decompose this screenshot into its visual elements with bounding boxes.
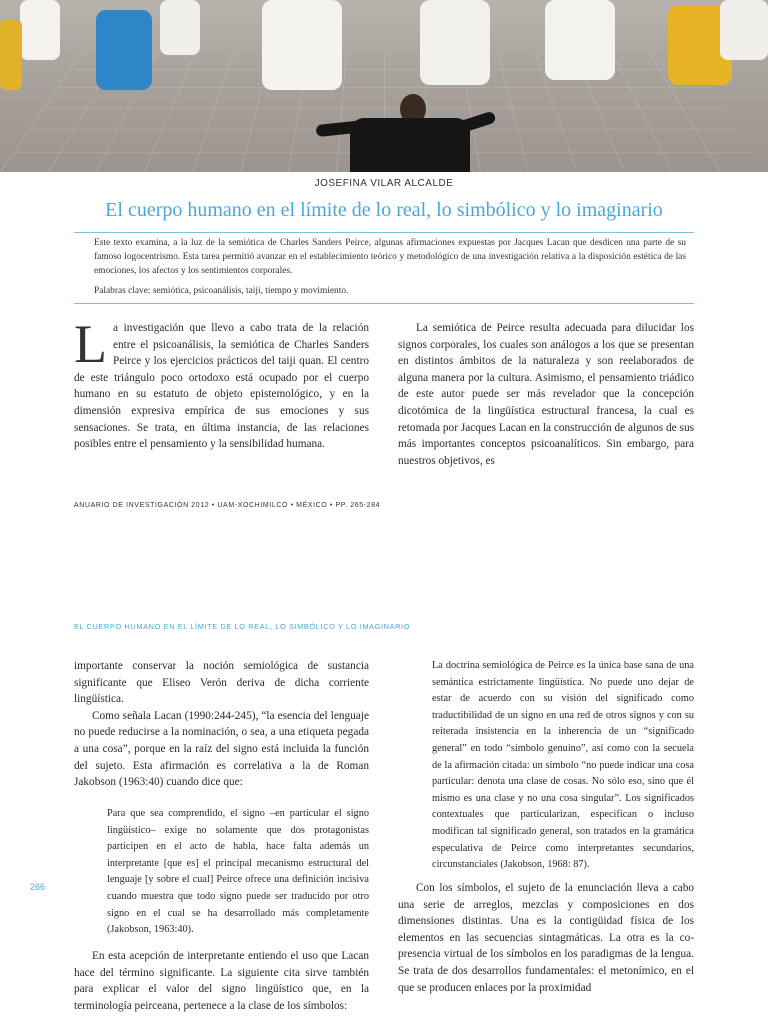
header-photo	[0, 0, 768, 172]
figure-white	[262, 0, 342, 90]
journal-footer: ANUARIO DE INVESTIGACIÓN 2012 • UAM-XOCHIMILCO • MÉXICO • PP. 265-284	[74, 502, 381, 509]
figure-white	[720, 0, 768, 60]
page2-column-left-lower	[74, 948, 369, 1014]
article-title: El cuerpo humano en el límite de lo real, lo simbólico y lo imaginario	[105, 199, 663, 221]
page2-paragraph: Con los símbolos, el sujeto de la enunciación lleva a cabo una serie de arreglos, mezclas y composiciones en dos dimensiones distintas. Una es la contigüidad física de los elementos en las secuencias sintagmáticas. La otra es la co-presencia virtual de los símbolos en los paradigmas de la lengua. Se trata de dos desarrollos fundamentales: el metonímico, en el que se producen enlaces por la proximidad	[398, 882, 694, 994]
figure-white	[160, 0, 200, 55]
running-head: EL CUERPO HUMANO EN EL LÍMITE DE LO REAL, LO SIMBÓLICO Y LO IMAGINARIO	[74, 622, 411, 631]
figure-blue	[96, 10, 152, 90]
block-quote-left: Para que sea comprendido, el signo –en particular el signo lingüístico– exige no solamente que dos protagonistas participen en el acto de habla, hace falta además un interpretante [que es] el principal mecanismo estructural del lenguaje [y sobre el cual] Peirce ofrece una definición incisiva cuando muestra que todo signo puede ser traducido por otro signo en el cual se ha desarrollado más completamente (Jakobson, 1963:40).	[107, 808, 369, 936]
page2-paragraph: Como señala Lacan (1990:244-245), “la esencia del lenguaje no puede reducirse a la nominación, o sea, a una etiqueta pegada a una cosa”, porque en la raíz del signo está incluida la función del sujeto. Esta afirmación es correlativa a la de Roman Jakobson (1963:40) cuando dice que:	[74, 709, 369, 789]
drop-cap: L	[74, 314, 107, 374]
page2-paragraph: importante conservar la noción semiológica de sustancia significante que Eliseo Verón deriva de dicha corriente lingüística.	[74, 660, 369, 706]
figure-white	[20, 0, 60, 60]
figure-white	[545, 0, 615, 80]
divider-top	[74, 232, 694, 233]
page-number: 266	[30, 882, 46, 892]
figure-yellow	[0, 20, 22, 90]
page1-column-right	[398, 320, 694, 469]
author-name: JOSEFINA VILAR ALCALDE	[314, 178, 454, 189]
abstract-text: Este texto examina, a la luz de la semiótica de Charles Sanders Peirce, algunas afirmaciones expuestas por Jacques Lacan que desdicen una parte de su famoso logocentrismo. Esta tarea permitió avanzar en el establecimiento teórico y metodológico de una investigación relativa a la disposición estética de las emociones, los afectos y los sentimientos corporales.	[94, 238, 686, 276]
page1-col2-text: La semiótica de Peirce resulta adecuada para dilucidar los signos corporales, los cuales son análogos a los que se presentan en distintos ámbitos de la naturaleza y son reelaborados de alguna manera por la cultura. Asimismo, el pensamiento triádico de este autor puede ser más revelador que la concepción dicotómica de la lingüística estructural francesa, la cual es retomada por Jacques Lacan en la construcción de algunos de sus más importantes conceptos psicoanalíticos. Sin embargo, para nuestros objetivos, es	[398, 322, 694, 467]
block-quote-right: La doctrina semiológica de Peirce es la única base sana de una semántica estrictamente lingüística. No puede uno dejar de estar de acuerdo con su visión del significado como traductibilidad de un signo en una red de otros signos y con su reiterada insistencia en la inherencia de un “significado general” en todo “símbolo genuino”, así como con la secuela de la afirmación citada: un símbolo “no puede indicar una cosa particular: denota una clase de cosas. No sólo eso, sino que él mismo es una clase y no una cosa singular”. Los significados contextuales que particularizan, especifican o incluso modifican tal significado general, son tratados en la gramática especulativa de Peirce como interpretantes secundarios, circunstanciales (Jakobson, 1968: 87).	[432, 660, 694, 871]
page2-column-left	[74, 658, 369, 791]
page1-column-left	[74, 314, 369, 453]
page2-paragraph: En esta acepción de interpretante entiendo el uso que Lacan hace del término significante. La siguiente cita sirve también para explicar el valor del signo lingüístico que, en la terminología peirceana, pertenece a la clase de los símbolos:	[74, 950, 369, 1012]
divider-bottom	[74, 303, 694, 304]
keywords: Palabras clave: semiótica, psicoanálisis, taiji, tiempo y movimiento.	[94, 286, 349, 296]
figure-white	[420, 0, 490, 85]
page2-column-right-lower	[398, 880, 694, 996]
page1-col1-text: a investigación que llevo a cabo trata de la relación entre el psicoanálisis, la semiótica de Charles Sanders Peirce y los ejercicios prácticos del taiji quan. El centro de este triángulo poco ortodoxo está ocupado por el cuerpo humano en su estatuto de objeto epistemológico, y en la dimensión expresiva empírica de sus emociones y sus sensaciones. Se trata, en última instancia, de las relaciones posibles entre el pensamiento y la sensibilidad humana.	[74, 322, 369, 451]
